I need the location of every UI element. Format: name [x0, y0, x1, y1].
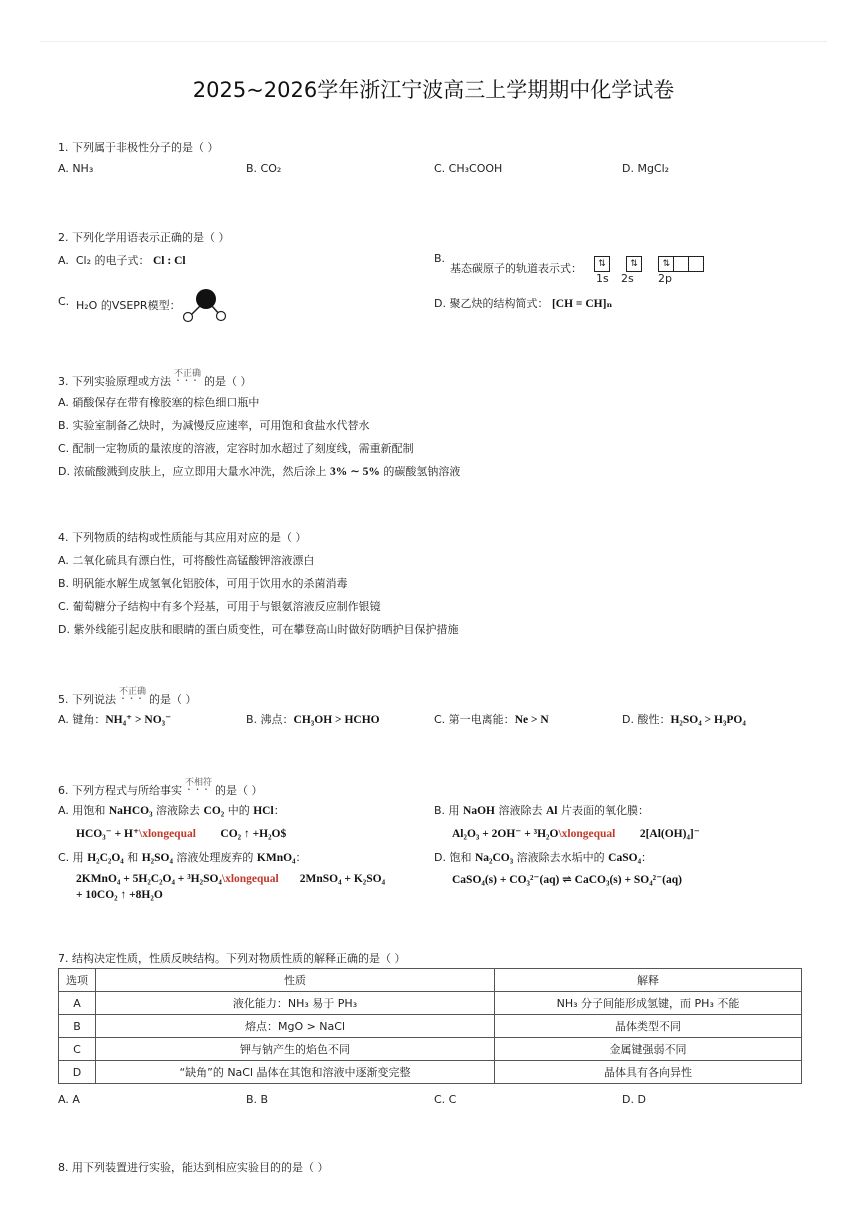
- q7-option-c[interactable]: C. C: [434, 1093, 457, 1106]
- q3-option-b[interactable]: B. 实验室制备乙炔时，为减慢反应速率，可用饱和食盐水代替水: [58, 419, 370, 432]
- orbital-2s-box: ⇅: [626, 256, 642, 272]
- q5-b-pre: B. 沸点：: [246, 713, 294, 726]
- q5-a-formula: NH₄⁺ > NO₃⁻: [105, 714, 172, 726]
- question-7-stem: 7. 结构决定性质，性质反映结构。下列对物质性质的解释正确的是（ ）: [58, 952, 406, 965]
- orbital-label-1s: 1s: [596, 272, 609, 285]
- q7-table: [58, 968, 802, 1084]
- q2-a-label: A.: [58, 254, 69, 267]
- q6-d-eq: CaSO₄(s) + CO₃²⁻(aq) ⇌ CaCO₃(s) + SO₄²⁻(aq): [452, 874, 682, 886]
- q6-c-equation-line2: [76, 888, 163, 901]
- q5-a-pre: A. 键角：: [58, 713, 106, 726]
- q3-stem-post: 的是（ ）: [204, 375, 252, 388]
- q6-c-eq-cmd: \xlongequal: [221, 873, 279, 885]
- q2-b-text: 基态碳原子的轨道表示式：: [450, 262, 582, 275]
- q6-c-mid: 和: [127, 851, 139, 864]
- table-header-row: [59, 969, 802, 992]
- table-cell: 液化能力：NH₃ 易于 PH₃: [96, 992, 495, 1015]
- q4-option-b[interactable]: B. 明矾能水解生成氢氧化铝胶体，可用于饮用水的杀菌消毒: [58, 577, 348, 590]
- q6-b-eq-cmd: \xlongequal: [558, 828, 616, 840]
- q6-a-equation: [76, 826, 286, 840]
- table-cell: D: [59, 1061, 96, 1084]
- table-cell: “缺角”的 NaCl 晶体在其饱和溶液中逐渐变完整: [96, 1061, 495, 1084]
- q6-c-mid2: 溶液处理废弃的: [176, 851, 254, 864]
- q1-option-b[interactable]: B. CO₂: [246, 162, 282, 175]
- orbital-2p-box-2: [674, 256, 689, 272]
- q5-c-formula: Ne > N: [514, 714, 549, 726]
- question-5-stem: [58, 687, 197, 707]
- q6-d-mid: 溶液除去水垢中的: [516, 851, 605, 864]
- q6-a-eq-cmd: \xlongequal: [139, 828, 196, 840]
- q1-option-d[interactable]: D. MgCl₂: [622, 162, 670, 175]
- q6-c-end: ：: [295, 851, 307, 864]
- q2-a-formula: Cl : Cl: [152, 255, 186, 267]
- q6-c-f1: H₂C₂O₄: [87, 852, 124, 864]
- q6-d-pre: D. 饱和: [434, 851, 472, 864]
- table-cell: 金属键强弱不同: [495, 1038, 802, 1061]
- q5-stem-pre: 5. 下列说法: [58, 693, 116, 706]
- q5-option-d[interactable]: [622, 711, 746, 727]
- water-vsepr-model-icon: [180, 287, 230, 323]
- q3-option-c[interactable]: C. 配制一定物质的量浓度的溶液，定容时加水超过了刻度线，需重新配制: [58, 442, 414, 455]
- q2-a-text: Cl₂ 的电子式：: [75, 254, 150, 267]
- question-6-stem: [58, 778, 263, 798]
- carbon-orbital-diagram: [594, 253, 704, 272]
- table-cell: C: [59, 1038, 96, 1061]
- q3-option-d[interactable]: [58, 463, 460, 479]
- table-row: [59, 992, 802, 1015]
- table-cell: 晶体类型不同: [495, 1015, 802, 1038]
- q6-option-b[interactable]: [434, 802, 649, 818]
- q6-option-a[interactable]: [58, 802, 285, 818]
- q7-option-b[interactable]: B. B: [246, 1093, 269, 1106]
- q6-option-c[interactable]: [58, 849, 307, 865]
- q2-option-a[interactable]: [58, 252, 186, 268]
- q6-c-f2: H₂SO₄: [141, 852, 173, 864]
- table-cell: 熔点：MgO > NaCl: [96, 1015, 495, 1038]
- q6-b-equation: [452, 826, 700, 840]
- q2-d-formula: [CH = CH]ₙ: [551, 298, 613, 310]
- q6-c-f3: KMnO₄: [256, 852, 296, 864]
- q6-b-f1: NaOH: [463, 805, 495, 817]
- orbital-1s-box: ⇅: [594, 256, 610, 272]
- table-header-explanation: 解释: [495, 969, 802, 992]
- q3-option-a[interactable]: A. 硝酸保存在带有橡胶塞的棕色细口瓶中: [58, 396, 260, 409]
- q5-d-formula: H₂SO₄ > H₃PO₄: [670, 714, 746, 726]
- q2-option-d[interactable]: [434, 295, 612, 311]
- q5-stem-post: 的是（ ）: [149, 693, 197, 706]
- q4-option-c[interactable]: C. 葡萄糖分子结构中有多个羟基，可用于与银氨溶液反应制作银镜: [58, 600, 381, 613]
- question-1-stem: 1. 下列属于非极性分子的是（ ）: [58, 141, 219, 154]
- q4-option-a[interactable]: A. 二氧化硫具有漂白性，可将酸性高锰酸钾溶液漂白: [58, 554, 315, 567]
- table-cell: B: [59, 1015, 96, 1038]
- q6-d-end: ：: [641, 851, 653, 864]
- q6-a-eq-left: HCO₃⁻ + H⁺: [76, 828, 140, 840]
- orbital-2p-box-1: ⇅: [658, 256, 674, 272]
- q2-c-text: H₂O 的VSEPR模型：: [76, 299, 181, 312]
- q6-d-f2: CaSO₄: [608, 852, 642, 864]
- q5-b-formula: CH₃OH > HCHO: [293, 714, 380, 726]
- table-row: [59, 1038, 802, 1061]
- q5-option-c[interactable]: [434, 711, 549, 727]
- q4-option-d[interactable]: D. 紫外线能引起皮肤和眼睛的蛋白质变性，可在攀登高山时做好防晒护目保护措施: [58, 623, 459, 636]
- page-title: 2025~2026学年浙江宁波高三上学期期中化学试卷: [192, 78, 675, 102]
- q5-emphasis: 不正确 • • •: [119, 687, 146, 702]
- q6-c-eq-left: 2KMnO₄ + 5H₂C₂O₄ + ³H₂SO₄: [76, 873, 222, 885]
- question-4-stem: 4. 下列物质的结构或性质能与其应用对应的是（ ）: [58, 531, 307, 544]
- q6-a-pre: A. 用饱和: [58, 804, 106, 817]
- question-3-stem: [58, 369, 252, 389]
- q6-a-mid2: 中的: [227, 804, 250, 817]
- q6-c-pre: C. 用: [58, 851, 84, 864]
- q6-option-d[interactable]: [434, 849, 652, 865]
- q1-option-a[interactable]: A. NH₃: [58, 162, 94, 175]
- q6-a-mid: 溶液除去: [156, 804, 201, 817]
- q6-c-equation: [76, 872, 385, 885]
- orbital-label-2s: 2s: [621, 272, 634, 285]
- q6-a-f1: NaHCO₃: [108, 805, 153, 817]
- q2-c-label[interactable]: C.: [58, 295, 70, 308]
- q6-b-end: 片表面的氧化膜：: [561, 804, 649, 817]
- q6-b-f2: Al: [546, 805, 558, 817]
- question-8-stem: 8. 用下列装置进行实验，能达到相应实验目的的是（ ）: [58, 1161, 329, 1174]
- top-rule: [40, 41, 827, 42]
- table-cell: NH₃ 分子间能形成氢键，而 PH₃ 不能: [495, 992, 802, 1015]
- q3-d-pre: D. 浓硫酸溅到皮肤上，应立即用大量水冲洗，然后涂上: [58, 465, 327, 478]
- q6-a-f2: CO₂: [203, 805, 225, 817]
- table-row: [59, 1061, 802, 1084]
- table-cell: 钾与钠产生的焰色不同: [96, 1038, 495, 1061]
- table-row: [59, 1015, 802, 1038]
- q6-b-pre: B. 用: [434, 804, 460, 817]
- orbital-label-2p: 2p: [658, 272, 672, 285]
- table-cell: 晶体具有各向异性: [495, 1061, 802, 1084]
- q7-option-d[interactable]: D. D: [622, 1093, 646, 1106]
- q3-d-formula: 3% ∼ 5%: [329, 466, 380, 478]
- q6-d-f1: Na₂CO₃: [474, 852, 514, 864]
- q6-b-eq-left: Al₂O₃ + 2OH⁻ + ³H₂O: [452, 828, 559, 840]
- q3-d-post: 的碳酸氢钠溶液: [383, 465, 461, 478]
- q6-c-eq-2: + 10CO₂ ↑ +8H₂O: [76, 889, 163, 901]
- q6-a-f3: HCl: [253, 805, 274, 817]
- q6-a-eq-right: CO₂ ↑ +H₂O$: [220, 828, 287, 840]
- q5-option-b[interactable]: [246, 711, 380, 727]
- table-cell: A: [59, 992, 96, 1015]
- q6-stem-pre: 6. 下列方程式与所给事实: [58, 784, 182, 797]
- q1-option-c[interactable]: C. CH₃COOH: [434, 162, 503, 175]
- q6-emphasis: 不相符 • • •: [185, 778, 212, 793]
- table-header-property: 性质: [96, 969, 495, 992]
- table-header-option: 选项: [59, 969, 96, 992]
- q5-d-pre: D. 酸性：: [622, 713, 671, 726]
- q2-b-label[interactable]: B.: [434, 252, 446, 265]
- q5-option-a[interactable]: [58, 711, 171, 727]
- q7-option-a[interactable]: A. A: [58, 1093, 80, 1106]
- q3-emphasis: 不正确 • • •: [174, 369, 201, 384]
- q6-b-eq-right: 2[Al(OH)₄]⁻: [639, 828, 700, 840]
- q3-stem-pre: 3. 下列实验原理或方法: [58, 375, 171, 388]
- q6-c-eq-right: 2MnSO₄ + K₂SO₄: [299, 873, 386, 885]
- q5-c-pre: C. 第一电离能：: [434, 713, 515, 726]
- q2-d-text: D. 聚乙炔的结构简式：: [434, 297, 549, 310]
- q6-stem-post: 的是（ ）: [215, 784, 263, 797]
- orbital-2p-box-3: [689, 256, 704, 272]
- q6-b-mid: 溶液除去: [498, 804, 543, 817]
- q6-a-end: ：: [273, 804, 285, 817]
- q6-d-equation: [452, 872, 682, 886]
- question-2-stem: 2. 下列化学用语表示正确的是（ ）: [58, 231, 230, 244]
